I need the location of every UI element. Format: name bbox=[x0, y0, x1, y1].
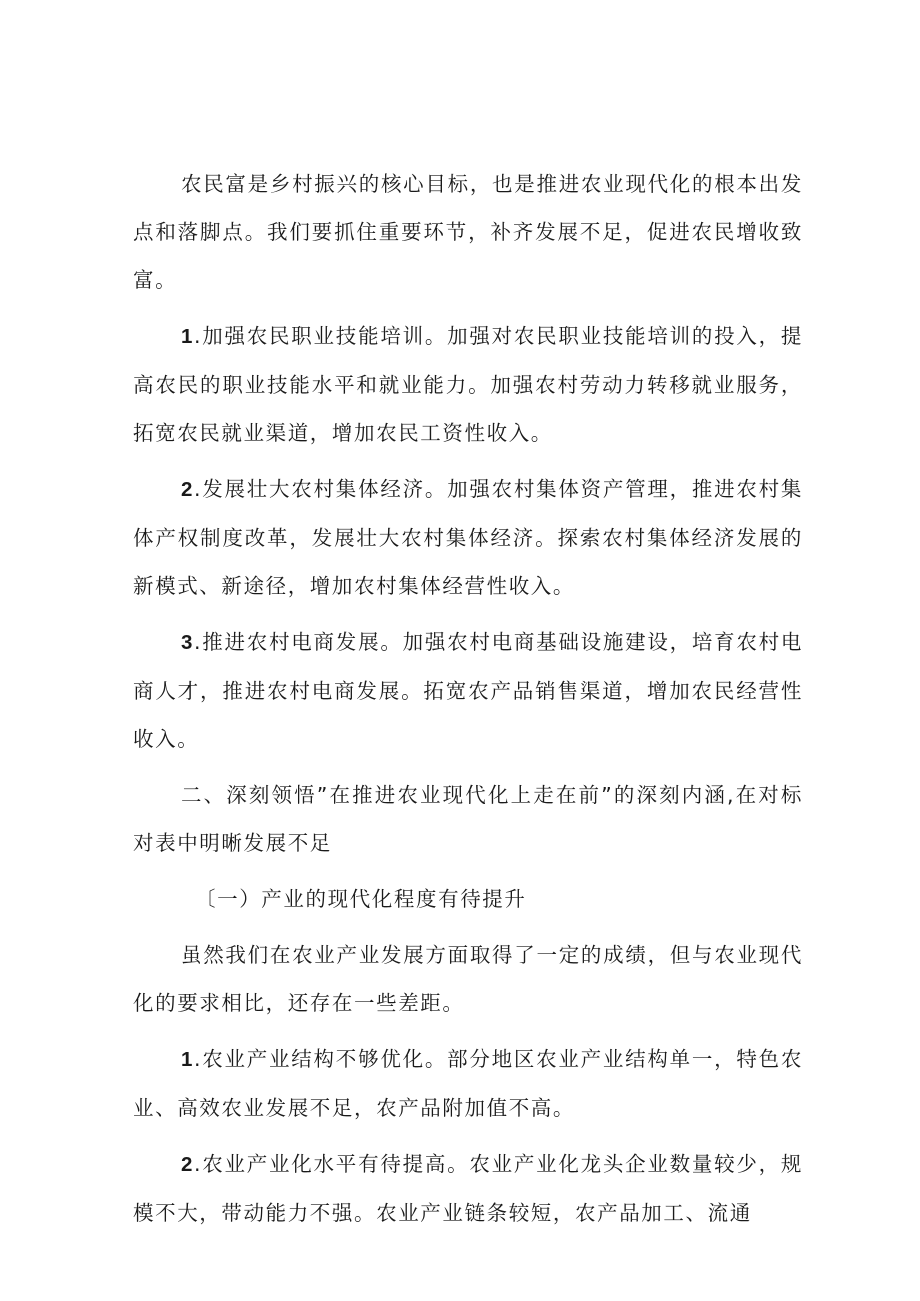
item-number: 3 bbox=[181, 631, 195, 654]
paragraph-text: .农业产业化水平有待提高。农业产业化龙头企业数量较少，规模不大，带动能力不强。农业产业链条较短，农产品加工、流通 bbox=[133, 1152, 803, 1225]
item-number: 2 bbox=[181, 478, 195, 501]
paragraph-intro bbox=[133, 160, 803, 304]
paragraph-problem-1 bbox=[133, 1035, 803, 1132]
heading-text: 二、深刻领悟”在推进农业现代化上走在前”的深刻内涵,在对标对表中明晰发展不足 bbox=[133, 783, 803, 855]
paragraph-text: .推进农村电商发展。加强农村电商基础设施建设，培育农村电商人才，推进农村电商发展。拓宽农产品销售渠道，增加农民经营性收入。 bbox=[133, 630, 803, 751]
paragraph-summary bbox=[133, 931, 803, 1027]
document-body bbox=[133, 160, 803, 1237]
paragraph-text: .农业产业结构不够优化。部分地区农业产业结构单一，特色农业、高效农业发展不足，农产品附加值不高。 bbox=[133, 1047, 803, 1120]
section-heading bbox=[133, 771, 803, 867]
heading-text: 〔一）产业的现代化程度有待提升 bbox=[195, 887, 527, 911]
item-number: 1 bbox=[181, 325, 195, 348]
paragraph-text: .加强农民职业技能培训。加强对农民职业技能培训的投入，提高农民的职业技能水平和就业能力。加强农村劳动力转移就业服务，拓宽农民就业渠道，增加农民工资性收入。 bbox=[133, 324, 803, 445]
paragraph-text: .发展壮大农村集体经济。加强农村集体资产管理，推进农村集体产权制度改革，发展壮大农村集体经济。探索农村集体经济发展的新模式、新途径，增加农村集体经营性收入。 bbox=[133, 477, 803, 598]
paragraph-item-3 bbox=[133, 618, 803, 763]
paragraph-item-2 bbox=[133, 465, 803, 610]
item-number: 1 bbox=[181, 1048, 195, 1071]
paragraph-text: 虽然我们在农业产业发展方面取得了一定的成绩，但与农业现代化的要求相比，还存在一些差距。 bbox=[133, 943, 803, 1015]
paragraph-problem-2 bbox=[133, 1140, 803, 1237]
item-number: 2 bbox=[181, 1153, 195, 1176]
subsection-heading bbox=[133, 875, 803, 923]
paragraph-text: 农民富是乡村振兴的核心目标，也是推进农业现代化的根本出发点和落脚点。我们要抓住重要环节，补齐发展不足，促进农民增收致富。 bbox=[133, 172, 803, 292]
paragraph-item-1 bbox=[133, 312, 803, 457]
